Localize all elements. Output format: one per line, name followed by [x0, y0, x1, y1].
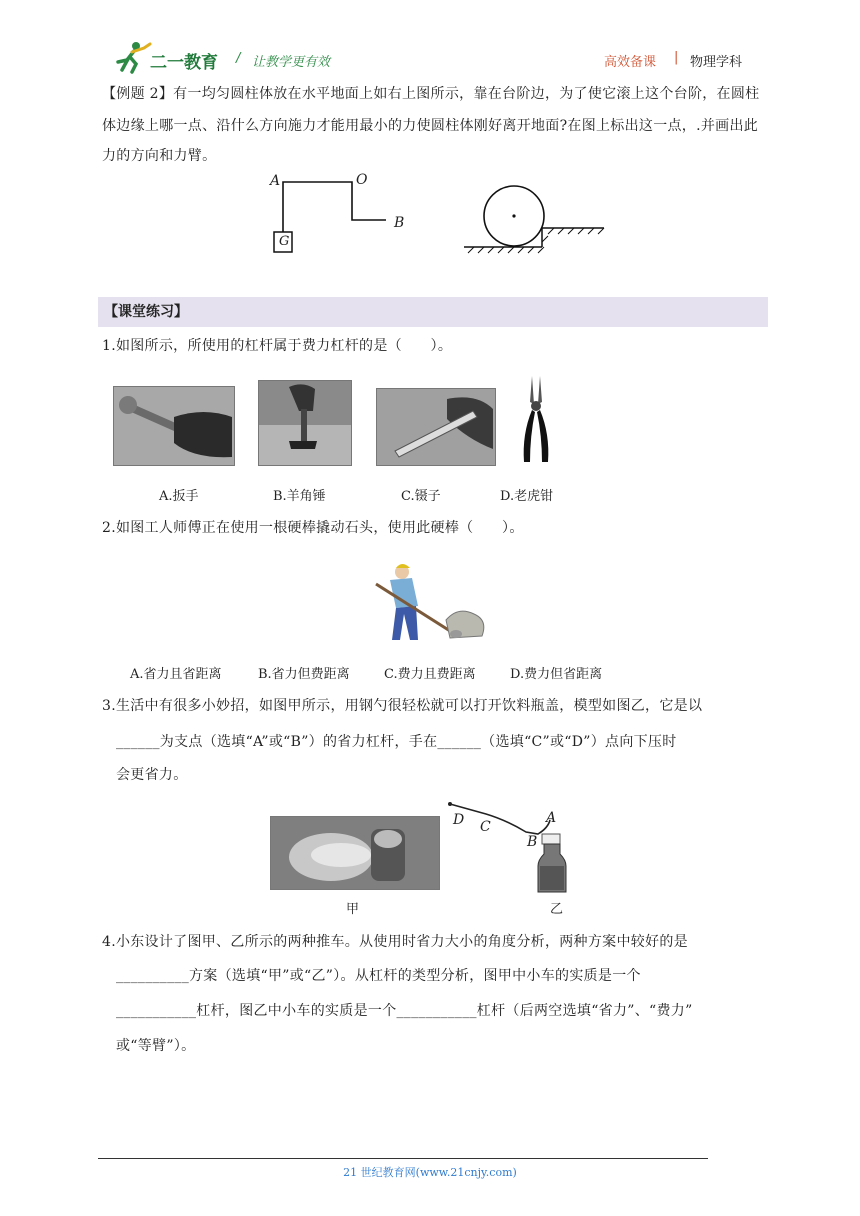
spoon-model-diagram — [446, 800, 576, 894]
example2-line-1: 【例题 2】有一均匀圆柱体放在水平地面上如右上图所示，靠在台阶边，为了使它滚上这个台阶，在圆柱 — [102, 86, 760, 102]
q1-option-b: B.羊角锤 — [273, 489, 326, 504]
q3-line-3: 会更省力。 — [116, 767, 188, 783]
header-separator: | — [674, 50, 679, 65]
header-slogan-prefix: / — [236, 51, 241, 66]
pliers-photo — [516, 374, 556, 464]
section-title: 【课堂练习】 — [104, 304, 188, 320]
header-slogan: 让教学更有效 — [252, 55, 331, 70]
q3-figure-yi-label: 乙 — [550, 902, 564, 917]
logo-runner-icon — [114, 40, 152, 74]
q2-option-c: C.费力且费距离 — [384, 667, 476, 682]
header-label-physics: 物理学科 — [690, 55, 743, 70]
q1-option-d: D.老虎钳 — [500, 489, 554, 504]
example2-line-2: 体边缘上哪一点、沿什么方向施力才能用最小的力使圆柱体刚好离开地面?在图上标出这一点，.并画出此 — [102, 118, 759, 134]
q3-label-c: C — [480, 819, 491, 835]
q2-stem: 2.如图工人师傅正在使用一根硬棒撬动石头，使用此硬棒（ ）。 — [102, 520, 524, 536]
header-label-efficient-prep: 高效备课 — [604, 55, 657, 70]
q3-line-2: ______为支点（选填“A”或“B”）的省力杠杆，手在______（选填“C”或“D”）点向下压时 — [116, 734, 677, 750]
footer-divider — [98, 1158, 708, 1159]
q4-line-2: __________方案（选填“甲”或“乙”）。从杠杆的类型分析，图甲中小车的实质是一个 — [116, 968, 641, 984]
q4-line-3: ___________杠杆，图乙中小车的实质是一个___________杠杆（后两空选填“省力”、“费力” — [116, 1003, 693, 1019]
lever-label-b: B — [394, 215, 405, 231]
q3-label-d: D — [453, 812, 465, 828]
header — [0, 0, 860, 80]
q1-stem: 1.如图所示，所使用的杠杆属于费力杠杆的是（ ）。 — [102, 338, 453, 354]
q1-option-a: A.扳手 — [159, 489, 199, 504]
section-classroom-practice — [98, 297, 768, 327]
lever-label-a: A — [270, 173, 281, 189]
q4-line-1: 4.小东设计了图甲、乙所示的两种推车。从使用时省力大小的角度分析，两种方案中较好的是 — [102, 934, 688, 950]
lever-label-g: G — [279, 234, 290, 249]
worker-lever-illustration — [362, 562, 492, 644]
spoon-bottle-photo — [270, 816, 440, 890]
lever-label-o: O — [356, 172, 368, 188]
example2-line-3: 力的方向和力臂。 — [102, 148, 217, 164]
logo-text: 二一教育 — [150, 53, 218, 73]
footer-text: 21 世纪教育网(www.21cnjy.com) — [343, 1166, 517, 1179]
q3-figure-jia-label: 甲 — [346, 902, 360, 917]
q4-line-4: 或“等臂”）。 — [116, 1038, 196, 1054]
q2-option-b: B.省力但费距离 — [258, 667, 350, 682]
q3-line-1: 3.生活中有很多小妙招，如图甲所示，用钢勺很轻松就可以打开饮料瓶盖，模型如图乙，它是以 — [102, 698, 703, 714]
q3-label-a: A — [546, 810, 557, 826]
q2-option-d: D.费力但省距离 — [510, 667, 603, 682]
q3-label-b: B — [527, 834, 538, 850]
q2-option-a: A.省力且省距离 — [130, 667, 222, 682]
wrench-photo — [113, 386, 235, 466]
q1-option-c: C.镊子 — [401, 489, 441, 504]
cylinder-step-diagram — [462, 180, 612, 255]
hammer-photo — [258, 380, 352, 466]
tweezers-photo — [376, 388, 496, 466]
